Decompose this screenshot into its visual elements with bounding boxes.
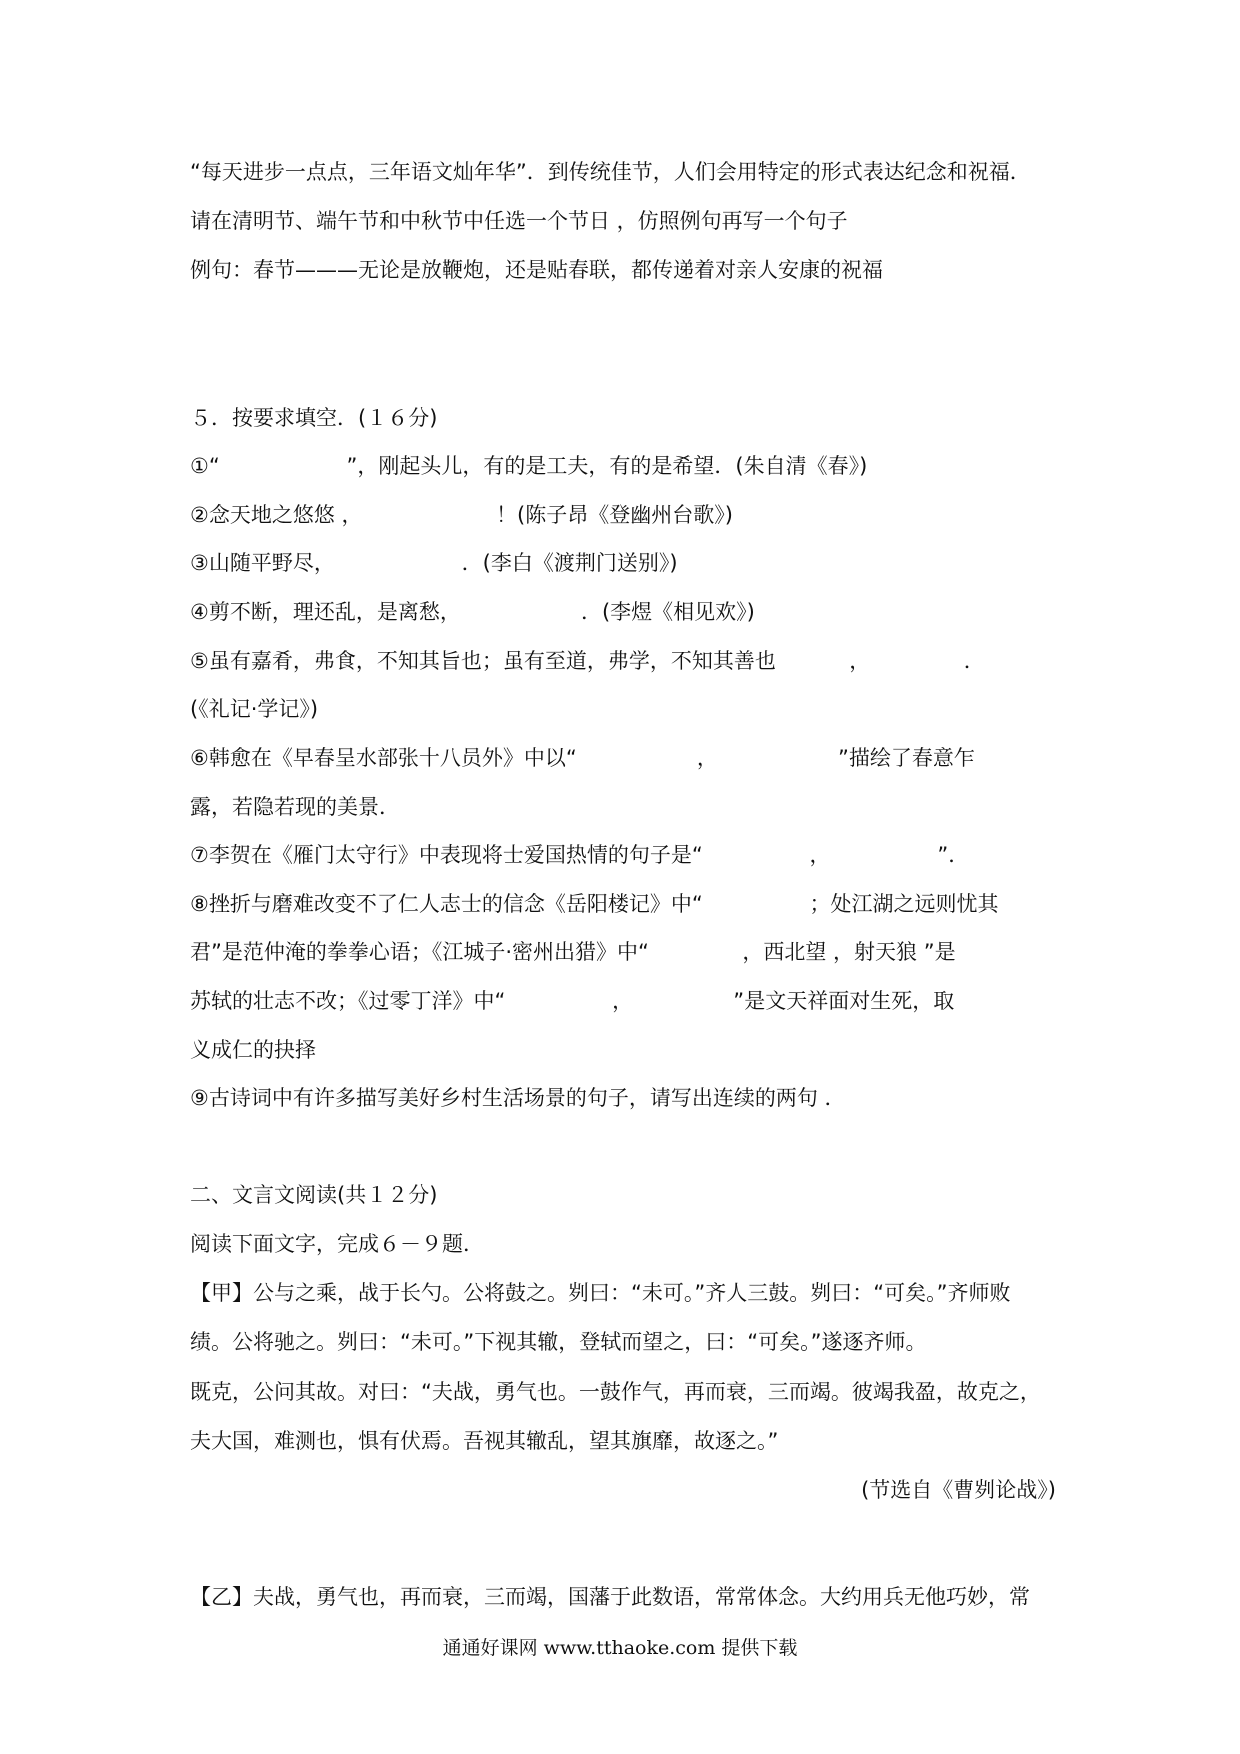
- footer-credit: 通通好课网 www.tthaoke.com 提供下载: [442, 1637, 798, 1659]
- passage-jia-line-4: 夫大国，难测也，惧有伏焉。吾视其辙乱，望其旗靡，故逐之。”: [190, 1429, 779, 1453]
- q5-item-2: ②念天地之悠悠 ， ！(陈子昂《登幽州台歌》): [190, 503, 733, 527]
- passage-jia-line-2: 绩。公将驰之。刿曰：“未可。”下视其辙，登轼而望之，曰：“可矣。”遂逐齐师。: [190, 1330, 927, 1354]
- q5-item-5-source: (《礼记·学记》): [190, 697, 319, 721]
- intro-line-2: 请在清明节、端午节和中秋节中任选一个节日 ，仿照例句再写一个句子: [190, 209, 848, 233]
- intro-example: 例句：春节———无论是放鞭炮，还是贴春联，都传递着对亲人安康的祝福: [190, 258, 883, 282]
- q5-item-8-line-3: 苏轼的壮志不改；《过零丁洋》中“ ， ”是文天祥面对生死，取: [190, 989, 955, 1013]
- q5-item-8: ⑧挫折与磨难改变不了仁人志士的信念《岳阳楼记》中“ ；处江湖之远则忧其: [190, 892, 999, 916]
- q5-item-7: ⑦李贺在《雁门太守行》中表现将士爱国热情的句子是“ ， ”．: [190, 843, 970, 867]
- section2-heading: 二、文言文阅读(共１２分): [190, 1183, 438, 1207]
- q5-item-1: ①“ ”，刚起头儿，有的是工夫，有的是希望．(朱自清《春》): [190, 454, 868, 478]
- section2-instruction: 阅读下面文字，完成６－９题．: [190, 1232, 484, 1256]
- passage-jia-source: (节选自《曹刿论战》): [861, 1478, 1056, 1502]
- q5-item-8-line-4: 义成仁的抉择: [190, 1038, 316, 1062]
- q5-item-6: ⑥韩愈在《早春呈水部张十八员外》中以“ ， ”描绘了春意乍: [190, 746, 975, 770]
- intro-line-1: “每天进步一点点，三年语文灿年华”．到传统佳节，人们会用特定的形式表达纪念和祝福．: [190, 160, 1031, 184]
- q5-item-4: ④剪不断，理还乱，是离愁， ．(李煜《相见欢》): [190, 600, 755, 624]
- passage-jia-line-3: 既克，公问其故。对曰：“夫战，勇气也。一鼓作气，再而衰，三而竭。彼竭我盈，故克之，: [190, 1380, 1041, 1404]
- q5-item-5: ⑤虽有嘉肴，弗食，不知其旨也；虽有至道，弗学，不知其善也 ， ．: [190, 649, 985, 673]
- q5-item-8-line-2: 君”是范仲淹的拳拳心语；《江城子·密州出猎》中“ ，西北望 ，射天狼 ”是: [190, 940, 956, 964]
- passage-jia-line-1: 【甲】公与之乘，战于长勺。公将鼓之。刿曰：“未可。”齐人三鼓。刿曰：“可矣。”齐师败: [190, 1281, 1011, 1305]
- q5-item-9: ⑨古诗词中有许多描写美好乡村生活场景的句子，请写出连续的两句 ．: [190, 1086, 846, 1110]
- q5-heading: ５．按要求填空．(１６分): [190, 406, 438, 430]
- q5-item-6-cont: 露，若隐若现的美景．: [190, 795, 400, 819]
- q5-item-3: ③山随平野尽， ．(李白《渡荆门送别》): [190, 551, 678, 575]
- passage-yi-line-1: 【乙】夫战，勇气也，再而衰，三而竭，国藩于此数语，常常体念。大约用兵无他巧妙，常: [190, 1585, 1030, 1609]
